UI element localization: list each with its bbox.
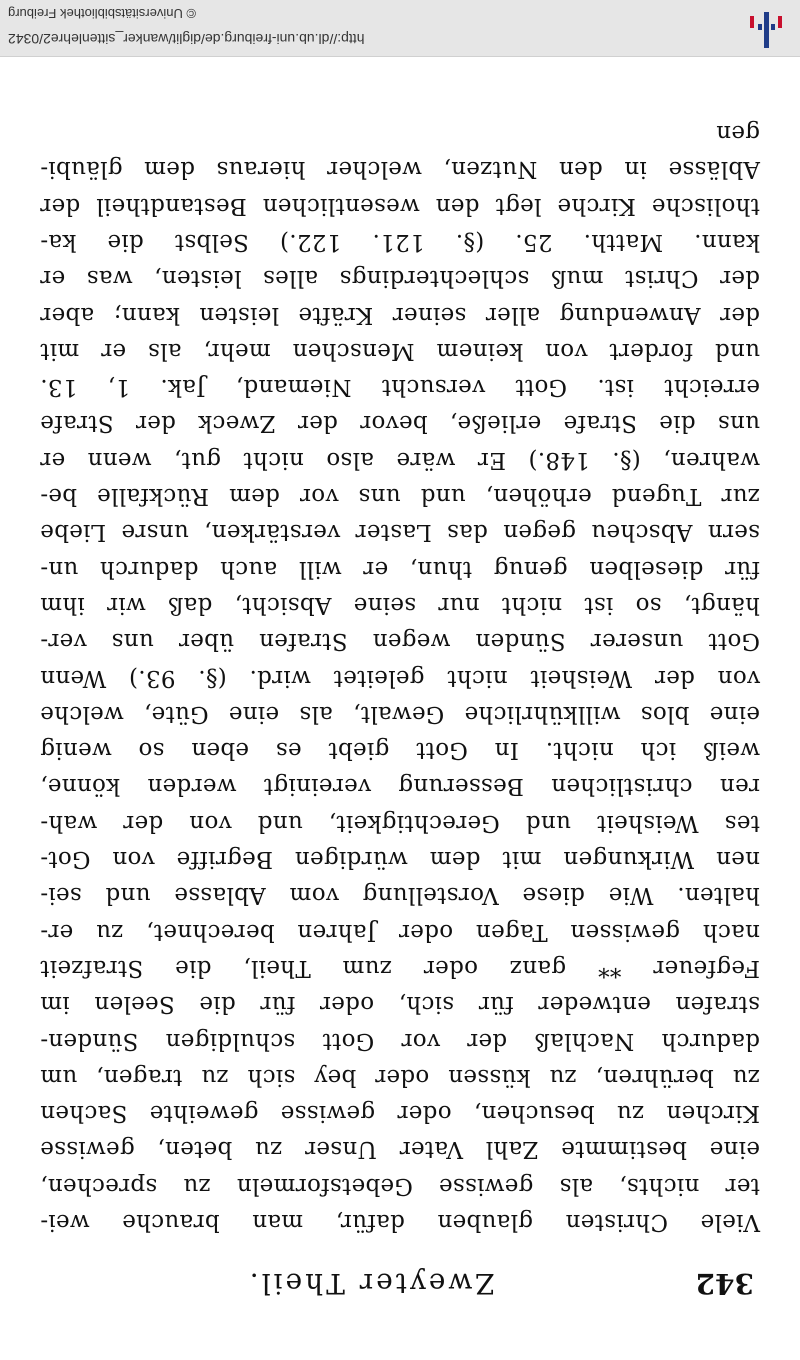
text-line: von der Weisheit nicht geleitet wird. (§. 93.) Wenn [40,664,760,691]
text-line: eine blos willkührliche Gewalt, als eine Güte, welche [40,700,760,727]
text-line: wahren, (§. 148.) Er wäre also nicht gut, wenn er [40,446,760,473]
text-line: nen Wirkungen mit dem würdigen Begriffe von Got- [40,846,760,873]
text-line: der Christ muß schlechterdings alles leisten, was er [40,265,760,292]
text-line: ren christlichen Besserung vereinigt werden könne, [40,773,760,800]
running-title: Zweyter Theil. [246,1267,495,1300]
text-line: Viele Christen glauben dafür, man brauche wei- [40,1209,760,1235]
page-header [40,1240,760,1300]
text-line: für dieselben genug thun, er will auch dadurch un- [40,555,760,582]
viewer-toolbar [0,0,800,57]
text-line: tholische Kirche legt den wesentlichen Bestandtheil der [40,192,760,219]
text-line: ter nichts, als gewisse Gebetsformeln zu sprechen, [40,1172,760,1199]
text-line: kann. Matth. 25. (§. 121. 122.) Selbst die ka- [40,228,760,255]
text-line: uns die Strafe erließe, bevor der Zweck der Strafe [40,410,760,437]
text-line: tes Weisheit und Gerechtigkeit, und von der wah- [40,809,760,836]
text-line: Gott unserer Sünden wegen Strafen über uns ver- [40,628,760,655]
page-url[interactable]: http://dl.ub.uni-freiburg.de/diglit/wanker_sittenlehre2/0342 [8,31,365,47]
text-line: gen [715,120,760,147]
text-line: zur Tugend erhöhen, und uns vor dem Rückfalle be- [40,483,760,510]
book-page-scan [40,120,760,1300]
text-line: weiß ich nicht. In Gott giebt es eben so wenig [40,737,760,764]
text-line: hängt, so ist nicht nur seine Absicht, daß wir ihm [40,591,760,618]
text-line: Ablässe in den Nutzen, welcher hieraus dem gläubi- [40,156,760,183]
text-line: Fegfeuer ** ganz oder zum Theil, die Strafzeit [40,954,760,981]
text-line: dadurch Nachlaß der vor Gott schuldigen Sünden- [40,1027,760,1054]
text-line: zu berühren, zu küssen oder bey sich zu tragen, um [40,1063,760,1090]
text-line: und fordert von keinem Menschen mehr, als er mit [40,337,760,364]
library-logo-icon[interactable] [746,6,786,48]
text-line: halten. Wie diese Vorstellung vom Ablasse und sei- [40,882,760,909]
text-line: sern Abscheu gegen das Laster verstärken, unsre Liebe [40,519,760,546]
text-line: Kirchen zu besuchen, oder gewisse geweihte Sachen [40,1100,760,1127]
text-line: der Anwendung aller seiner Kräfte leisten kann; aber [40,301,760,328]
page-number: 342 [695,1267,754,1300]
text-line: nach gewissen Tagen oder Jahren berechnet, zu er- [40,918,760,945]
copyright-notice: © Universitätsbibliothek Freiburg [8,6,197,21]
text-line: eine bestimmte Zahl Vater Unser zu beten, gewisse [40,1136,760,1163]
text-line: erreicht ist. Gott versucht Niemand, Jak. 1, 13. [40,374,760,401]
page-text [40,115,760,1240]
text-line: strafen entweder für sich, oder für die Seelen im [40,991,760,1018]
